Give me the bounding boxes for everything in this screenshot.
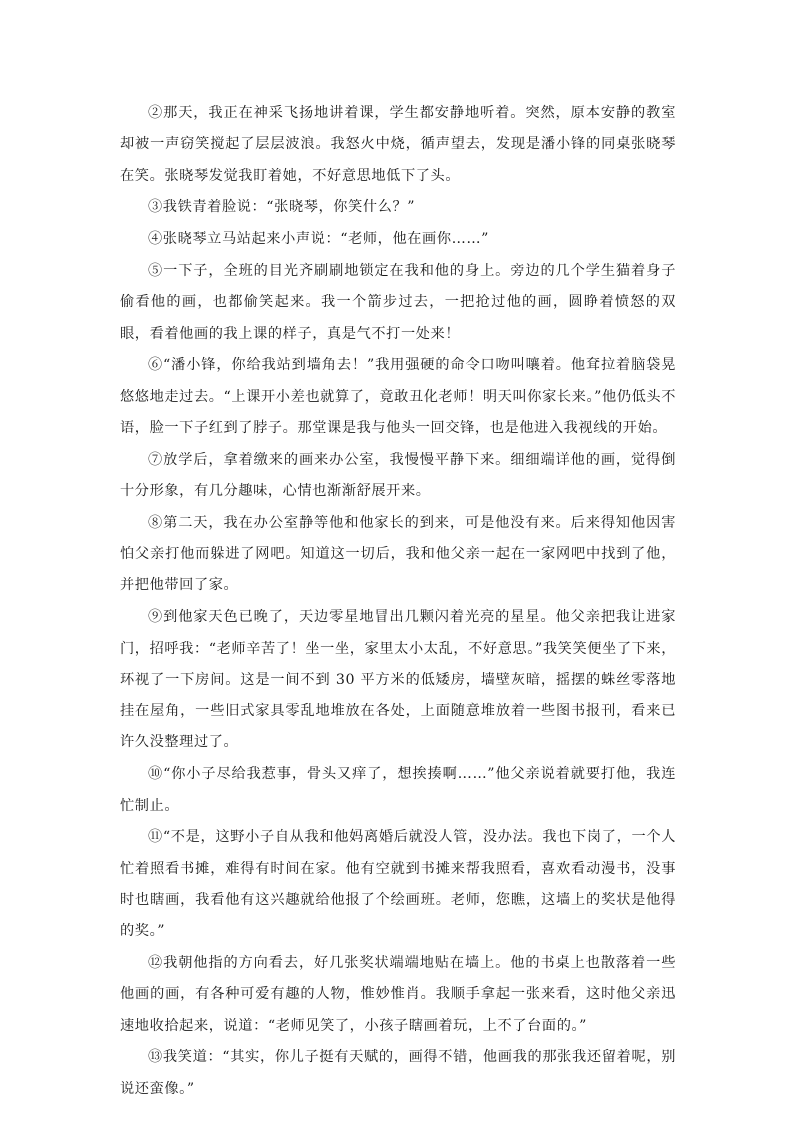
paragraph-13: ⑬我笑道：“其实，你儿子挺有天赋的，画得不错，他画我的那张我还留着呢，别说还蛮像。” — [120, 1049, 676, 1097]
article-body — [120, 98, 676, 1105]
paragraph-2: ②那天，我正在神采飞扬地讲着课，学生都安静地听着。突然，原本安静的教室却被一声窃笑搅起了层层波浪。我怒火中烧，循声望去，发现是潘小锋的同桌张晓琴在笑。张晓琴发觉我盯着她，不好意思地低下了头。 — [120, 105, 676, 184]
paragraph-7: ⑦放学后，拿着缴来的画来办公室，我慢慢平静下来。细细端详他的画，觉得倒十分形象，有几分趣味，心情也渐渐舒展开来。 — [120, 451, 676, 500]
paragraph-5: ⑤一下子，全班的目光齐刷刷地锁定在我和他的身上。旁边的几个学生猫着身子偷看他的画，也都偷笑起来。我一个箭步过去，一把抢过他的画，圆睁着愤怒的双眼，看着他画的我上课的样子，真是气不打一处来！ — [120, 262, 676, 342]
paragraph-4: ④张晓琴立马站起来小声说：“老师，他在画你……” — [148, 231, 490, 248]
paragraph-11: ⑪“不是，这野小子自从我和他妈离婚后就没人管，没办法。我也下岗了，一个人忙着照看书摊，难得有时间在家。他有空就到书摊来帮我照看，喜欢看动漫书，没事时也瞎画，我看他有这兴趣就给他报了个绘画班。老师，您瞧，这墙上的奖状是他得的奖。” — [120, 829, 676, 940]
paragraph-3: ③我铁青着脸说：“张晓琴，你笑什么？” — [148, 199, 416, 216]
paragraph-12: ⑫我朝他指的方向看去，好几张奖状端端地贴在墙上。他的书桌上也散落着一些他画的画，有各种可爱有趣的人物，惟妙惟肖。我顺手拿起一张来看，这时他父亲迅速地收拾起来，说道：“老师见笑了，小孩子瞎画着玩，上不了台面的。” — [120, 955, 676, 1034]
paragraph-8: ⑧第二天，我在办公室静等他和他家长的到来，可是他没有来。后来得知他因害怕父亲打他而躲进了网吧。知道这一切后，我和他父亲一起在一家网吧中找到了他，并把他带回了家。 — [120, 514, 676, 594]
paragraph-9: ⑨到他家天色已晚了，天边零星地冒出几颗闪着光亮的星星。他父亲把我让进家门，招呼我：“老师辛苦了！坐一坐，家里太小太乱，不好意思。”我笑笑便坐了下来，环视了一下房间。这是一间不到 30 平方米的低矮房，墙壁灰暗，摇摆的蛛丝零落地挂在屋角，一些旧式家具零乱地堆放在各处，上面随意堆放着一些图书报刊，看来已许久没整理过了。 — [120, 609, 676, 751]
paragraph-6: ⑥“潘小锋，你给我站到墙角去！”我用强硬的命令口吻叫嚷着。他耷拉着脑袋晃悠悠地走过去。“上课开小差也就算了，竟敢丑化老师！明天叫你家长来。”他仍低头不语，脸一下子红到了脖子。那堂课是我与他头一回交锋，也是他进入我视线的开始。 — [120, 357, 676, 436]
paragraph-10: ⑩“你小子尽给我惹事，骨头又痒了，想挨揍啊……”他父亲说着就要打他，我连忙制止。 — [120, 766, 676, 814]
